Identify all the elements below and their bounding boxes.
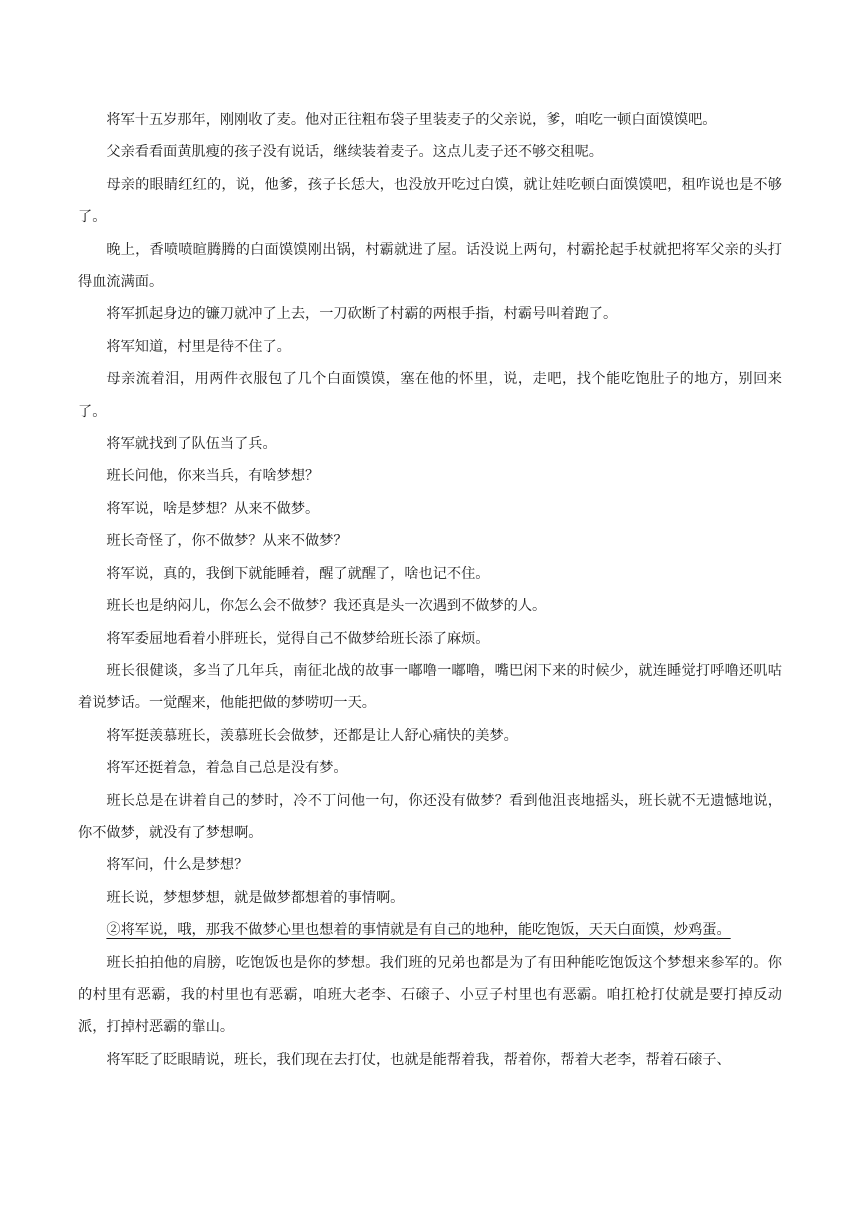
paragraph-14: 将军委屈地看着小胖班长，觉得自己不做梦给班长添了麻烦。	[106, 630, 490, 647]
paragraph-9: 班长问他，你来当兵，有啥梦想？	[106, 468, 320, 485]
paragraph-1: 将军十五岁那年，刚刚收了麦。他对正往粗布袋子里装麦子的父亲说，爹，咱吃一顿白面馍馍吧。	[106, 112, 717, 128]
paragraph-4: 晚上，香喷喷暄腾腾的白面馍馍刚出锅，村霸就进了屋。话没说上两句，村霸抡起手杖就把将军父亲的头打得血流满面。	[78, 241, 782, 291]
paragraph-18: 班长总是在讲着自己的梦时，冷不丁问他一句，你还没有做梦？看到他沮丧地摇头，班长就不无遗憾地说，你不做梦，就没有了梦想啊。	[78, 792, 782, 841]
paragraph-12: 将军说，真的，我倒下就能睡着，醒了就醒了，啥也记不住。	[106, 565, 490, 582]
paragraph-2: 父亲看看面黄肌瘦的孩子没有说话，继续装着麦子。这点儿麦子还不够交租呢。	[106, 144, 603, 161]
paragraph-11: 班长奇怪了，你不做梦？从来不做梦？	[106, 533, 348, 550]
article-body	[78, 104, 782, 1076]
paragraph-20: 班长说，梦想梦想，就是做梦都想着的事情啊。	[106, 889, 405, 906]
paragraph-8: 将军就找到了队伍当了兵。	[106, 436, 277, 453]
paragraph-10: 将军说，啥是梦想？从来不做梦。	[106, 500, 320, 517]
underlined-sentence-2	[78, 914, 782, 946]
paragraph-7: 母亲流着泪，用两件衣服包了几个白面馍馍，塞在他的怀里，说，走吧，找个能吃饱肚子的地方，别回来了。	[78, 371, 782, 420]
paragraph-19: 将军问，什么是梦想？	[106, 857, 249, 874]
paragraph-15: 班长很健谈，多当了几年兵，南征北战的故事一嘟噜一嘟噜，嘴巴闲下来的时候少，就连睡觉打呼噜还叽咕着说梦话。一觉醒来，他能把做的梦唠叨一天。	[78, 662, 782, 712]
paragraph-17: 将军还挺着急，着急自己总是没有梦。	[106, 760, 348, 777]
paragraph-5: 将军抓起身边的镰刀就冲了上去，一刀砍断了村霸的两根手指，村霸号叫着跑了。	[106, 306, 618, 323]
paragraph-22: 班长拍拍他的肩膀，吃饱饭也是你的梦想。我们班的兄弟也都是为了有田种能吃饱饭这个梦想来参军的。你的村里有恶霸，我的村里也有恶霸，咱班大老李、石磙子、小豆子村里也有恶霸。咱扛枪打仗就是要打掉反动派，打掉村恶霸的靠山。	[78, 954, 782, 1036]
paragraph-6: 将军知道，村里是待不住了。	[106, 338, 291, 355]
paragraph-23: 将军眨了眨眼睛说，班长，我们现在去打仗，也就是能帮着我，帮着你，帮着大老李，帮着石磙子、	[106, 1051, 731, 1068]
paragraph-16: 将军挺羡慕班长，羡慕班长会做梦，还都是让人舒心痛快的美梦。	[106, 727, 518, 744]
paragraph-13: 班长也是纳闷儿，你怎么会不做梦？我还真是头一次遇到不做梦的人。	[106, 598, 547, 615]
paragraph-3: 母亲的眼睛红红的，说，他爹，孩子长恁大，也没放开吃过白馍，就让娃吃顿白面馍馍吧，租咋说也是不够了。	[78, 176, 782, 226]
underlined-sentence-2-text: ②将军说，哦，那我不做梦心里也想着的事情就是有自己的地种，能吃饱饭，天天白面馍，炒鸡蛋。	[106, 922, 731, 939]
